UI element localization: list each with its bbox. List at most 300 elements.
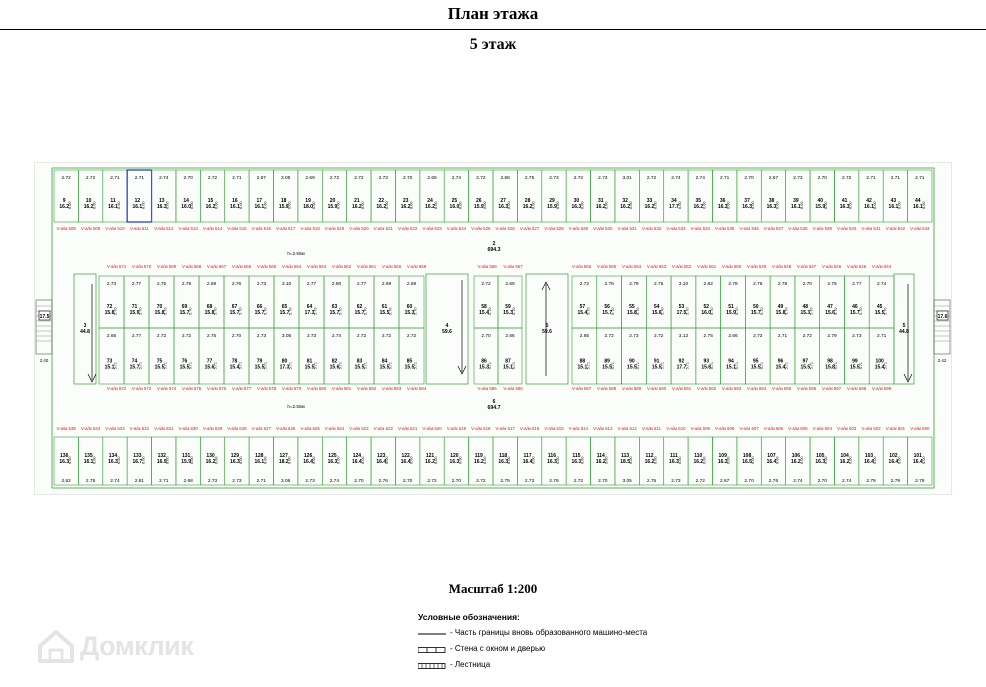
inner-space-width: 2.73 — [256, 334, 267, 339]
inner-space-area: 15.1 — [577, 364, 588, 371]
bottom-space-area: 16.3 — [547, 459, 557, 466]
axis-label-mid: V-а/м 592 — [696, 386, 717, 391]
wall-window-door-icon — [418, 647, 446, 653]
top-space-number: 31 — [597, 198, 604, 205]
bottom-space-number: 103 — [864, 453, 874, 460]
axis-label-mid: V-а/м 556 — [571, 264, 592, 269]
inner-space-width: 2.77 — [852, 282, 862, 287]
inner-space-depth: 5.70 — [163, 307, 168, 315]
axis-label-mid: V-а/м 575 — [181, 386, 202, 391]
inner-space-number: 81 — [306, 358, 313, 365]
top-space-width: 2.69 — [427, 176, 437, 181]
inner-space-depth: 5.71 — [113, 362, 118, 370]
top-space-width: 2.67 — [768, 176, 779, 181]
center-space-width: 2.69 — [505, 282, 515, 287]
inner-space-width: 2.66 — [106, 334, 117, 339]
axis-label-mid: V-а/м 544 — [871, 264, 892, 269]
stairs-icon — [418, 663, 446, 669]
top-space-area: 16.1 — [790, 204, 801, 211]
top-space-number: 25 — [451, 198, 458, 205]
bottom-space-width: 2.62 — [61, 479, 71, 484]
bottom-space-depth: 6.00 — [482, 456, 487, 464]
inner-space-width: 2.77 — [131, 282, 142, 287]
inner-space-width: 3.12 — [678, 334, 689, 339]
inner-space-width: 2.72 — [802, 334, 812, 339]
axis-label-bottom: V-а/м 633 — [105, 426, 125, 431]
top-space-width: 2.70 — [817, 176, 827, 181]
inner-space-area: 15.8 — [204, 310, 215, 317]
inner-space-number: 72 — [106, 304, 113, 311]
top-space-area: 15.9 — [327, 204, 338, 211]
inner-space-area: 15.5 — [602, 364, 613, 371]
axis-label-top: V-а/м 541 — [861, 226, 881, 231]
inner-space-number: 50 — [752, 304, 759, 311]
bottom-space-depth: 6.00 — [507, 456, 512, 464]
axis-label-bottom: V-а/м 630 — [178, 426, 198, 431]
inner-space-number: 45 — [876, 304, 883, 311]
top-space-area: 16.1 — [254, 204, 265, 211]
bottom-space-depth: 6.00 — [238, 456, 243, 464]
center-space-number: 87 — [505, 358, 511, 365]
inner-space-number: 98 — [827, 358, 833, 365]
height-bottom: h=2.55м — [287, 404, 305, 409]
legend-title: Условные обозначения: — [418, 612, 520, 622]
inner-space-depth: 5.71 — [660, 362, 665, 370]
axis-label-mid: V-а/м 567 — [206, 264, 227, 269]
bottom-space-depth: 6.00 — [677, 456, 682, 464]
top-space-area: 16.2 — [400, 204, 411, 211]
axis-label-mid: V-а/м 571 — [106, 264, 127, 269]
inner-space-number: 49 — [777, 304, 784, 311]
axis-label-mid: V-а/м 597 — [821, 386, 842, 391]
inner-space-number: 90 — [629, 358, 635, 365]
inner-space-area: 15.7 — [750, 310, 761, 317]
bottom-space-width: 2.74 — [329, 479, 340, 484]
inner-space-width: 2.75 — [703, 334, 713, 339]
bottom-space-depth: 6.00 — [531, 456, 536, 464]
bottom-space-width: 2.73 — [207, 479, 218, 484]
bottom-space-depth: 6.00 — [263, 456, 268, 464]
axis-label-bottom: V-а/м 632 — [129, 426, 150, 431]
bottom-space-area: 16.2 — [693, 459, 704, 466]
bottom-space-depth: 6.00 — [458, 456, 463, 464]
bottom-space-area: 16.7 — [132, 459, 143, 466]
top-space-depth: 6.00 — [629, 201, 634, 209]
bottom-space-number: 132 — [157, 453, 166, 460]
bottom-space-width: 2.75 — [500, 479, 510, 484]
bottom-space-width: 2.70 — [402, 479, 413, 484]
inner-space-number: 52 — [703, 304, 710, 311]
top-space-depth: 6.00 — [141, 201, 146, 209]
inner-space-area: 15.8 — [627, 310, 637, 317]
top-space-area: 16.1 — [230, 204, 240, 211]
top-space-depth: 6.00 — [312, 201, 317, 209]
house-logo-icon — [36, 628, 76, 664]
inner-space-area: 15.6 — [329, 364, 340, 371]
axis-label-bottom: V-а/м 617 — [495, 426, 515, 431]
axis-label-bottom: V-а/м 616 — [519, 426, 540, 431]
legend-item-stairs: - Лестница — [418, 659, 718, 672]
bottom-space-depth: 6.00 — [897, 456, 902, 464]
top-space-depth: 6.00 — [165, 201, 170, 209]
inner-space-depth: 5.71 — [388, 362, 393, 370]
inner-space-width: 2.69 — [381, 282, 392, 287]
inner-space-depth: 5.70 — [113, 307, 118, 315]
top-space-depth: 6.00 — [873, 201, 878, 209]
axis-label-mid: V-а/м 572 — [106, 386, 127, 391]
inner-space-number: 51 — [728, 304, 734, 311]
inner-space-area: 15.6 — [701, 364, 712, 371]
axis-label-top: V-а/м 516 — [251, 226, 271, 231]
inner-space-area: 15.8 — [775, 310, 786, 317]
inner-space-area: 15.4 — [577, 310, 588, 317]
top-space-area: 16.3 — [498, 204, 509, 211]
inner-space-depth: 5.71 — [735, 362, 739, 370]
inner-space-depth: 5.71 — [213, 362, 218, 370]
axis-label-mid: V-а/м 586 — [503, 386, 523, 391]
inner-space-width: 2.72 — [381, 334, 392, 339]
top-space-depth: 6.00 — [190, 201, 195, 209]
inner-space-depth: 5.70 — [784, 307, 789, 315]
inner-space-area: 15.7 — [129, 364, 140, 371]
inner-space-area: 15.7 — [179, 310, 190, 317]
inner-space-width: 3.10 — [281, 282, 292, 287]
inner-space-width: 2.75 — [206, 334, 217, 339]
inner-space-number: 99 — [852, 358, 858, 365]
bottom-space-width: 2.76 — [768, 479, 779, 484]
bottom-space-area: 16.3 — [571, 459, 582, 466]
watermark — [36, 628, 226, 664]
top-space-depth: 6.00 — [409, 201, 414, 209]
axis-label-top: V-а/м 510 — [105, 226, 125, 231]
axis-label-bottom: V-а/м 628 — [227, 426, 247, 431]
center-space-area: 15.1 — [503, 364, 513, 371]
center-ramp-right-area: 59.6 — [542, 329, 552, 335]
top-space-width: 2.72 — [476, 176, 486, 181]
bottom-space-width: 2.73 — [305, 479, 315, 484]
inner-space-width: 2.76 — [753, 282, 763, 287]
bottom-space-width: 3.06 — [281, 479, 291, 484]
top-space-area: 16.1 — [912, 204, 923, 211]
inner-space-depth: 5.71 — [611, 362, 616, 370]
top-space-number: 36 — [719, 198, 726, 205]
bottom-space-area: 16.3 — [108, 459, 118, 466]
inner-space-width: 2.77 — [131, 334, 142, 339]
bottom-space-area: 16.3 — [717, 459, 728, 466]
axis-label-bottom: V-а/м 609 — [690, 426, 710, 431]
top-space-width: 2.71 — [110, 176, 120, 181]
top-space-depth: 6.00 — [921, 201, 926, 209]
inner-space-width: 2.72 — [604, 334, 614, 339]
inner-space-area: 15.5 — [254, 364, 265, 371]
bottom-space-number: 121 — [425, 453, 435, 460]
inner-space-width: 2.80 — [331, 282, 342, 287]
axis-label-bottom: V-а/м 625 — [300, 426, 320, 431]
axis-label-bottom: V-а/м 626 — [276, 426, 296, 431]
axis-label-top: V-а/м 536 — [739, 226, 759, 231]
top-space-width: 2.75 — [524, 176, 535, 181]
bottom-space-area: 16.2 — [205, 459, 216, 466]
bottom-space-number: 109 — [718, 453, 727, 460]
top-space-number: 13 — [158, 198, 165, 205]
bottom-space-area: 16.5 — [742, 459, 752, 466]
top-space-width: 2.74 — [695, 176, 705, 181]
top-space-number: 21 — [354, 198, 360, 205]
bottom-space-width: 2.70 — [598, 479, 608, 484]
inner-space-depth: 5.70 — [710, 307, 715, 315]
top-space-width: 2.71 — [890, 176, 901, 181]
inner-space-depth: 5.71 — [710, 362, 715, 370]
axis-label-mid: V-а/м 563 — [306, 264, 327, 269]
top-space-number: 39 — [793, 198, 799, 205]
inner-space-depth: 5.70 — [759, 307, 764, 315]
axis-label-bottom: V-а/м 610 — [666, 426, 686, 431]
top-space-number: 18 — [280, 198, 287, 205]
inner-space-number: 91 — [653, 358, 660, 365]
inner-space-number: 46 — [852, 304, 858, 311]
axis-label-mid: V-а/м 599 — [871, 386, 892, 391]
bottom-space-depth: 6.00 — [336, 456, 341, 464]
top-space-depth: 6.00 — [507, 201, 512, 209]
axis-label-bottom: V-а/м 627 — [251, 426, 271, 431]
bottom-space-area: 16.4 — [303, 459, 313, 466]
axis-label-mid: V-а/м 551 — [696, 264, 717, 269]
top-space-area: 16.2 — [59, 204, 70, 211]
bottom-space-width: 2.72 — [427, 479, 437, 484]
inner-space-width: 2.79 — [629, 282, 639, 287]
top-space-width: 2.72 — [841, 176, 852, 181]
bottom-space-depth: 6.00 — [141, 456, 146, 464]
bottom-space-width: 2.72 — [476, 479, 486, 484]
bottom-space-width: 2.70 — [817, 479, 827, 484]
inner-space-area: 15.5 — [849, 364, 860, 371]
axis-label-bottom: V-а/м 602 — [861, 426, 881, 431]
bottom-space-depth: 6.00 — [873, 456, 878, 464]
inner-space-depth: 5.71 — [635, 362, 640, 370]
top-space-depth: 6.00 — [68, 201, 73, 209]
inner-space-number: 54 — [653, 304, 660, 311]
inner-space-depth: 5.71 — [834, 362, 839, 370]
axis-label-mid: V-а/м 589 — [621, 386, 642, 391]
inner-space-width: 2.76 — [231, 282, 242, 287]
bottom-space-number: 115 — [572, 453, 581, 460]
top-space-width: 2.71 — [866, 176, 876, 181]
bottom-space-width: 2.67 — [720, 479, 730, 484]
top-space-width: 2.74 — [159, 176, 169, 181]
bottom-space-depth: 6.00 — [287, 456, 292, 464]
axis-label-bottom: V-а/м 629 — [202, 426, 223, 431]
axis-label-mid: V-а/м 594 — [746, 386, 767, 391]
bottom-space-number: 133 — [133, 453, 142, 460]
bottom-space-width: 2.73 — [232, 479, 242, 484]
bottom-space-number: 117 — [523, 453, 532, 460]
axis-label-top: V-а/м 543 — [910, 226, 930, 231]
top-space-area: 16.2 — [620, 204, 631, 211]
bottom-space-width: 2.76 — [549, 479, 559, 484]
bottom-space-area: 16.4 — [766, 459, 777, 466]
bottom-space-width: 2.73 — [671, 479, 681, 484]
bottom-space-depth: 6.00 — [116, 456, 121, 464]
inner-space-area: 15.9 — [129, 310, 140, 317]
top-space-depth: 6.00 — [482, 201, 487, 209]
top-space-number: 30 — [573, 198, 580, 205]
boundary-line-icon — [418, 631, 446, 637]
axis-label-top: V-а/м 527 — [519, 226, 540, 231]
inner-space-width: 2.78 — [777, 282, 788, 287]
axis-label-top: V-а/м 512 — [154, 226, 174, 231]
inner-space-number: 48 — [802, 304, 809, 311]
bottom-space-width: 2.72 — [695, 479, 705, 484]
inner-space-width: 2.72 — [156, 334, 167, 339]
inner-space-number: 60 — [406, 304, 413, 311]
top-space-area: 15.9 — [547, 204, 557, 211]
top-space-area: 16.0 — [449, 204, 460, 211]
inner-space-number: 71 — [131, 304, 138, 311]
axis-label-top: V-а/м 530 — [593, 226, 613, 231]
bottom-space-number: 116 — [547, 453, 557, 460]
bottom-space-depth: 6.00 — [385, 456, 390, 464]
axis-label-top: V-а/м 526 — [495, 226, 515, 231]
inner-space-number: 85 — [406, 358, 413, 365]
top-space-width: 2.72 — [646, 176, 657, 181]
axis-label-top: V-а/м 528 — [544, 226, 564, 231]
top-space-width: 2.70 — [744, 176, 754, 181]
top-space-depth: 6.00 — [214, 201, 219, 209]
top-space-area: 16.3 — [742, 204, 752, 211]
axis-label-mid: V-а/м 573 — [131, 386, 152, 391]
axis-label-mid: V-а/м 581 — [331, 386, 352, 391]
top-space-depth: 6.00 — [580, 201, 585, 209]
axis-label-bottom: V-а/м 601 — [885, 426, 906, 431]
bottom-space-depth: 6.00 — [653, 456, 658, 464]
inner-space-number: 65 — [281, 304, 288, 311]
inner-space-width: 2.69 — [206, 282, 217, 287]
top-space-number: 24 — [427, 198, 433, 205]
top-space-area: 16.2 — [425, 204, 435, 211]
inner-space-area: 15.8 — [154, 310, 165, 317]
bottom-space-width: 2.68 — [183, 479, 193, 484]
bottom-space-area: 16.1 — [83, 459, 94, 466]
axis-label-bottom: V-а/м 623 — [349, 426, 369, 431]
top-space-area: 16.3 — [839, 204, 850, 211]
inner-space-depth: 5.71 — [858, 362, 863, 370]
top-space-area: 16.1 — [108, 204, 118, 211]
inner-space-area: 15.8 — [825, 364, 835, 371]
inner-space-number: 97 — [802, 358, 809, 365]
bottom-space-area: 16.3 — [449, 459, 460, 466]
axis-label-top: V-а/м 535 — [715, 226, 735, 231]
inner-space-number: 62 — [356, 304, 363, 311]
top-space-depth: 6.00 — [434, 201, 439, 209]
axis-label-bottom: V-а/м 612 — [617, 426, 637, 431]
bottom-space-number: 107 — [767, 453, 776, 460]
inner-space-width: 2.82 — [703, 282, 713, 287]
bottom-space-width: 2.76 — [378, 479, 388, 484]
bottom-space-width: 2.72 — [573, 479, 584, 484]
center-space-depth: 5.70 — [512, 307, 516, 315]
top-space-number: 23 — [402, 198, 409, 205]
top-space-area: 16.2 — [83, 204, 94, 211]
bottom-space-area: 16.4 — [912, 459, 923, 466]
stair-left-dim: 2.40 — [39, 358, 49, 363]
top-space-number: 41 — [841, 198, 848, 205]
inner-space-width: 2.79 — [827, 334, 837, 339]
inner-space-width: 2.71 — [876, 334, 887, 339]
bottom-space-width: 2.74 — [841, 479, 852, 484]
top-space-area: 16.2 — [644, 204, 655, 211]
bottom-space-depth: 6.00 — [824, 456, 829, 464]
axis-label-bottom: V-а/м 621 — [397, 426, 418, 431]
inner-space-depth: 5.71 — [363, 362, 368, 370]
bottom-space-width: 2.71 — [159, 479, 169, 484]
axis-label-bottom: V-а/м 613 — [593, 426, 613, 431]
inner-space-width: 2.74 — [331, 334, 342, 339]
inner-space-depth: 5.71 — [263, 362, 268, 370]
axis-label-top: V-а/м 515 — [227, 226, 247, 231]
inner-space-depth: 5.70 — [363, 307, 368, 315]
axis-label-mid: V-а/м 557 — [503, 264, 523, 269]
center-space-depth: 5.71 — [512, 362, 516, 370]
bottom-space-number: 136 — [60, 453, 69, 460]
axis-label-top: V-а/м 532 — [641, 226, 662, 231]
bottom-space-area: 16.3 — [230, 459, 240, 466]
inner-space-number: 53 — [678, 304, 685, 311]
bottom-space-area: 16.9 — [156, 459, 167, 466]
inner-space-depth: 5.71 — [586, 362, 591, 370]
inner-space-number: 82 — [331, 358, 338, 365]
top-space-width: 2.70 — [402, 176, 413, 181]
axis-label-bottom: V-а/м 600 — [910, 426, 930, 431]
top-space-depth: 6.00 — [897, 201, 902, 209]
center-space-number: 86 — [481, 358, 487, 365]
inner-space-number: 66 — [256, 304, 263, 311]
top-space-area: 16.2 — [595, 204, 606, 211]
legend — [418, 612, 718, 675]
inner-space-number: 74 — [131, 358, 138, 365]
axis-label-mid: V-а/м 595 — [771, 386, 792, 391]
inner-space-depth: 5.70 — [213, 307, 218, 315]
bottom-space-area: 18.2 — [278, 459, 289, 466]
inner-space-number: 92 — [678, 358, 685, 365]
axis-label-mid: V-а/м 566 — [231, 264, 252, 269]
inner-space-width: 2.65 — [579, 334, 590, 339]
inner-space-depth: 5.71 — [338, 362, 343, 370]
top-space-number: 29 — [549, 198, 555, 205]
top-space-depth: 6.00 — [848, 201, 853, 209]
inner-space-number: 89 — [604, 358, 610, 365]
center-space-area: 15.3 — [503, 310, 513, 317]
bottom-space-number: 119 — [474, 453, 483, 460]
bottom-space-area: 15.9 — [181, 459, 192, 466]
top-space-number: 20 — [329, 198, 336, 205]
top-space-width: 2.72 — [207, 176, 218, 181]
floor-label: 5 этаж — [469, 36, 517, 53]
top-space-depth: 6.00 — [531, 201, 536, 209]
bottom-space-area: 16.2 — [839, 459, 850, 466]
inner-space-number: 88 — [579, 358, 586, 365]
axis-label-top: V-а/м 525 — [471, 226, 491, 231]
bottom-space-depth: 6.00 — [604, 456, 609, 464]
axis-label-top: V-а/м 538 — [788, 226, 808, 231]
top-space-number: 37 — [744, 198, 750, 205]
inner-space-area: 15.7 — [602, 310, 613, 317]
bottom-space-number: 123 — [377, 453, 386, 460]
inner-space-number: 64 — [306, 304, 313, 311]
top-space-number: 40 — [817, 198, 824, 205]
inner-space-depth: 5.70 — [883, 307, 888, 315]
bottom-space-number: 129 — [230, 453, 240, 460]
bottom-space-number: 105 — [816, 453, 825, 460]
